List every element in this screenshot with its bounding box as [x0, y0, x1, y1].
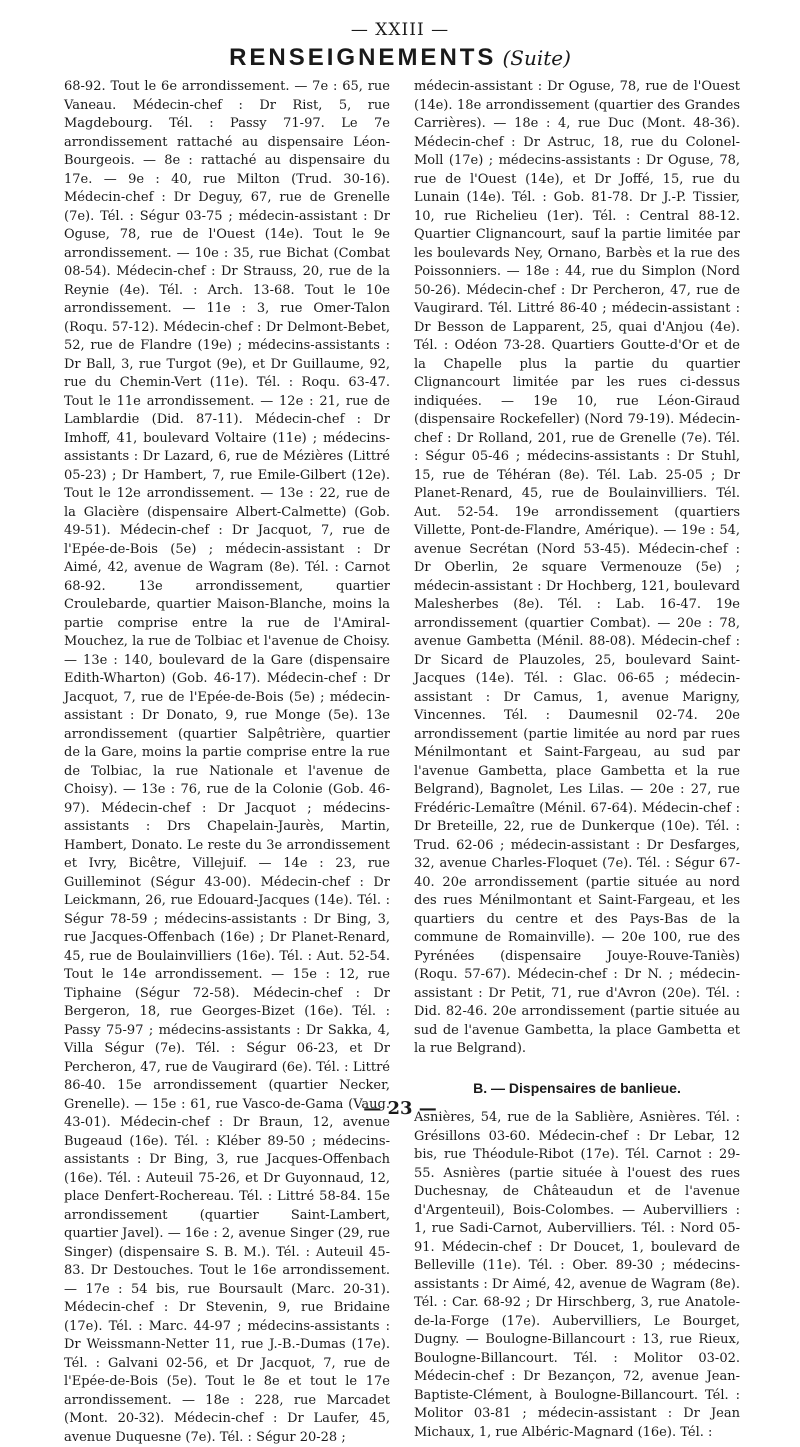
text-columns — [64, 78, 740, 1445]
page-title-suffix: (Suite) — [502, 46, 571, 70]
right-column — [414, 78, 740, 1440]
left-column-text: 68-92. Tout le 6e arrondissement. — 7e : 65, rue Vaneau. Médecin-chef : Dr Rist, 5, rue Magdebourg. Tél. : Passy 71-97. Le 7e arrondissement rattaché au dispensaire Léon-Bourgeois. — 8e : rattaché au dispensaire du 17e. — 9e : 40, rue Milton (Trud. 30-16). Médecin-chef : Dr Deguy, 67, rue de Grenelle (7e). Tél. : Ségur 03-75 ; médecin-assistant : Dr Oguse, 78, rue de l'Ouest (14e). Tout le 9e arrondissement. — 10e : 35, rue Bichat (Combat 08-54). Médecin-chef : Dr Strauss, 20, rue de la Reynie (4e). Tél. : Arch. 13-68. Tout le 10e arrondissement. — 11e : 3, rue Omer-Talon (Roqu. 57-12). Médecin-chef : Dr Delmont-Bebet, 52, rue de Flandre (19e) ; médecins-assistants : Dr Ball, 3, rue Turgot (9e), et Dr Guillaume, 92, rue du Chemin-Vert (11e). Tél. : Roqu. 63-47. Tout le 11e arrondissement. — 12e : 21, rue de Lamblardie (Did. 87-11). Médecin-chef : Dr Imhoff, 41, boulevard Voltaire (11e) ; médecins-assistants : Dr Lazard, 6, rue de Mézières (Littré 05-23) ; Dr Hambert, 7, rue Emile-Gilbert (12e). Tout le 12e arrondissement. — 13e : 22, rue de la Glacière (dispensaire Albert-Calmette) (Gob. 49-51). Médecin-chef : Dr Jacquot, 7, rue de l'Epée-de-Bois (5e) ; médecin-assistant : Dr Aimé, 42, avenue de Wagram (8e). Tél. : Carnot 68-92. 13e arrondissement, quartier Croulebarde, quartier Maison-Blanche, moins la partie comprise entre la rue de l'Amiral-Mouchez, la rue de Tolbiac et l'avenue de Choisy. — 13e : 140, boulevard de la Gare (dispensaire Edith-Wharton) (Gob. 46-17). Médecin-chef : Dr Jacquot, 7, rue de l'Epée-de-Bois (5e) ; médecin-assistant : Dr Donato, 9, rue Monge (5e). 13e arrondissement (quartier Salpêtrière, quartier de la Gare, moins la partie comprise entre la rue de Tolbiac, la rue Nationale et l'avenue de Choisy). — 13e : 76, rue de la Colonie (Gob. 46-97). Médecin-chef : Dr Jacquot ; médecins-assistants : Drs Chapelain-Jaurès, Martin, Hambert, Donato. Le reste du 3e arrondissement et Ivry, Bicêtre, Villejuif. — 14e : 23, rue Guilleminot (Ségur 43-00). Médecin-chef : Dr Leickmann, 26, rue Edouard-Jacques (14e). Tél. : Ségur 78-59 ; médecins-assistants : Dr Bing, 3, rue Jacques-Offenbach (16e) ; Dr Planet-Renard, 45, rue de Boulainvilliers (16e). Tél. : Aut. 52-54. Tout le 14e arrondissement. — 15e : 12, rue Tiphaine (Ségur 72-58). Médecin-chef : Dr Bergeron, 18, rue Georges-Bizet (16e). Tél. : Passy 75-97 ; médecins-assistants : Dr Sakka, 4, Villa Ségur (7e). Tél. : Ségur 06-23, et Dr Percheron, 47, rue de Vaugirard (6e). Tél. : Littré 86-40. 15e arrondissement (quartier Necker, Grenelle). — 15e : 61, rue Vasco-de-Gama (Vaug. 43-01). Médecin-chef : Dr Braun, 12, avenue Bugeaud (16e). Tél. : Kléber 89-50 ; médecins-assistants : Dr Bing, 3, rue Jacques-Offenbach (16e). Tél. : Auteuil 75-26, et Dr Guyonnaud, 12, place Denfert-Rochereau. Tél. : Littré 58-84. 15e arrondissement (quartier Saint-Lambert, quartier Javel). — 16e : 2, avenue Singer (29, rue Singer) (dispensaire S. B. M.). Tél. : Auteuil 45-83. Dr Destouches. Tout le 16e arrondissement. — 17e : 54 bis, rue Boursault (Marc. 20-31). Médecin-chef : Dr Stevenin, 9, rue Bridaine (17e). Tél. : Marc. 44-97 ; médecins-assistants : Dr Weissmann-Netter 11, rue J.-B.-Dumas (17e). Tél. : Galvani 02-56, et Dr Jacquot, 7, rue de l'Epée-de-Bois (5e). Tout le 8e et tout le 17e arrondissement. — 18e : 228, rue Marcadet (Mont. 20-32). Médecin-chef : Dr Laufer, 45, avenue Duquesne (7e). Tél. : Ségur 20-28 ; — [64, 79, 390, 1445]
page-title — [0, 44, 800, 72]
section-heading: B. — Dispensaires de banlieue. — [473, 1079, 681, 1096]
page-number: — 23 — — [363, 1098, 437, 1119]
page-title-text: RENSEIGNEMENTS — [229, 44, 497, 71]
section-text: Asnières, 54, rue de la Sablière, Asnières. Tél. : Grésillons 03-60. Médecin-chef : Dr Lebar, 12 bis, rue Théodule-Ribot (17e). Tél. Carnot : 29-55. Asnières (partie située à l'ouest des rues Duchesnay, de Châteaudun et de l'avenue d'Argenteuil), Bois-Colombes. — Aubervilliers : 1, rue Sadi-Carnot, Aubervilliers. Tél. : Nord 05-91. Médecin-chef : Dr Doucet, 1, boulevard de Belleville (11e). Tél. : Ober. 89-30 ; médecins-assistants : Dr Aimé, 42, avenue de Wagram (8e). Tél. : Car. 68-92 ; Dr Hirschberg, 3, rue Anatole-de-la-Forge (17e). Aubervilliers, Le Bourget, Dugny. — Boulogne-Billancourt : 13, rue Rieux, Boulogne-Billancourt. Tél. : Molitor 03-02. Médecin-chef : Dr Bezançon, 72, avenue Jean-Baptiste-Clément, à Boulogne-Billancourt. Tél. : Molitor 03-81 ; médecin-assistant : Dr Jean Michaux, 1, rue Albéric-Magnard (16e). Tél. : — [414, 1110, 740, 1440]
left-column — [64, 78, 390, 1445]
right-column-text: médecin-assistant : Dr Oguse, 78, rue de l'Ouest (14e). 18e arrondissement (quartier des Grandes Carrières). — 18e : 4, rue Duc (Mont. 48-36). Médecin-chef : Dr Astruc, 18, rue du Colonel-Moll (17e) ; médecins-assistants : Dr Oguse, 78, rue de l'Ouest (14e), et Dr Joffé, 15, rue du Lunain (14e). Tél. : Gob. 81-78. Dr J.-P. Tissier, 10, rue Richelieu (1er). Tél. : Central 88-12. Quartier Clignancourt, sauf la partie limitée par les boulevards Ney, Ornano, Barbès et la rue des Poissonniers. — 18e : 44, rue du Simplon (Nord 50-26). Médecin-chef : Dr Percheron, 47, rue de Vaugirard. Tél. Littré 86-40 ; médecin-assistant : Dr Besson de Lapparent, 25, quai d'Anjou (4e). Tél. : Odéon 73-28. Quartiers Goutte-d'Or et de la Chapelle plus la partie du quartier Clignancourt limitée par les rues ci-dessus indiquées. — 19e 10, rue Léon-Giraud (dispensaire Rockefeller) (Nord 79-19). Médecin-chef : Dr Rolland, 201, rue de Grenelle (7e). Tél. : Ségur 05-46 ; médecins-assistants : Dr Stuhl, 15, rue de Téhéran (8e). Tél. Lab. 25-05 ; Dr Planet-Renard, 45, rue de Boulainvilliers. Tél. Aut. 52-54. 19e arrondissement (quartiers Villette, Pont-de-Flandre, Amérique). — 19e : 54, avenue Secrétan (Nord 53-45). Médecin-chef : Dr Oberlin, 2e square Vermenouze (5e) ; médecin-assistant : Dr Hochberg, 121, boulevard Malesherbes (8e). Tél. : Lab. 16-47. 19e arrondissement (quartier Combat). — 20e : 78, avenue Gambetta (Ménil. 88-08). Médecin-chef : Dr Sicard de Plauzoles, 25, boulevard Saint-Jacques (14e). Tél. : Glac. 06-65 ; médecin-assistant : Dr Camus, 1, avenue Marigny, Vincennes. Tél. : Daumesnil 02-74. 20e arrondissement (partie limitée au nord par rues Ménilmontant et Saint-Fargeau, au sud par l'avenue Gambetta, place Gambetta et la rue Belgrand), Bagnolet, Les Lilas. — 20e : 27, rue Frédéric-Lemaître (Ménil. 67-64). Médecin-chef : Dr Breteille, 22, rue de Dunkerque (10e). Tél. : Trud. 62-06 ; médecin-assistant : Dr Desfarges, 32, avenue Charles-Floquet (7e). Tél. : Ségur 67-40. 20e arrondissement (partie située au nord des rues Ménilmontant et Saint-Fargeau, et les quartiers du centre et des Pays-Bas de la commune de Romainville). — 20e 100, rue des Pyrénées (dispensaire Jouye-Rouve-Taniès) (Roqu. 57-67). Médecin-chef : Dr N. ; médecin-assistant : Dr Petit, 71, rue d'Avron (20e). Tél. : Did. 82-46. 20e arrondissement (partie située au sud de l'avenue Gambetta, la place Gambetta et la rue Belgrand). — [414, 79, 740, 1056]
roman-page-number: — XXIII — — [350, 20, 450, 40]
